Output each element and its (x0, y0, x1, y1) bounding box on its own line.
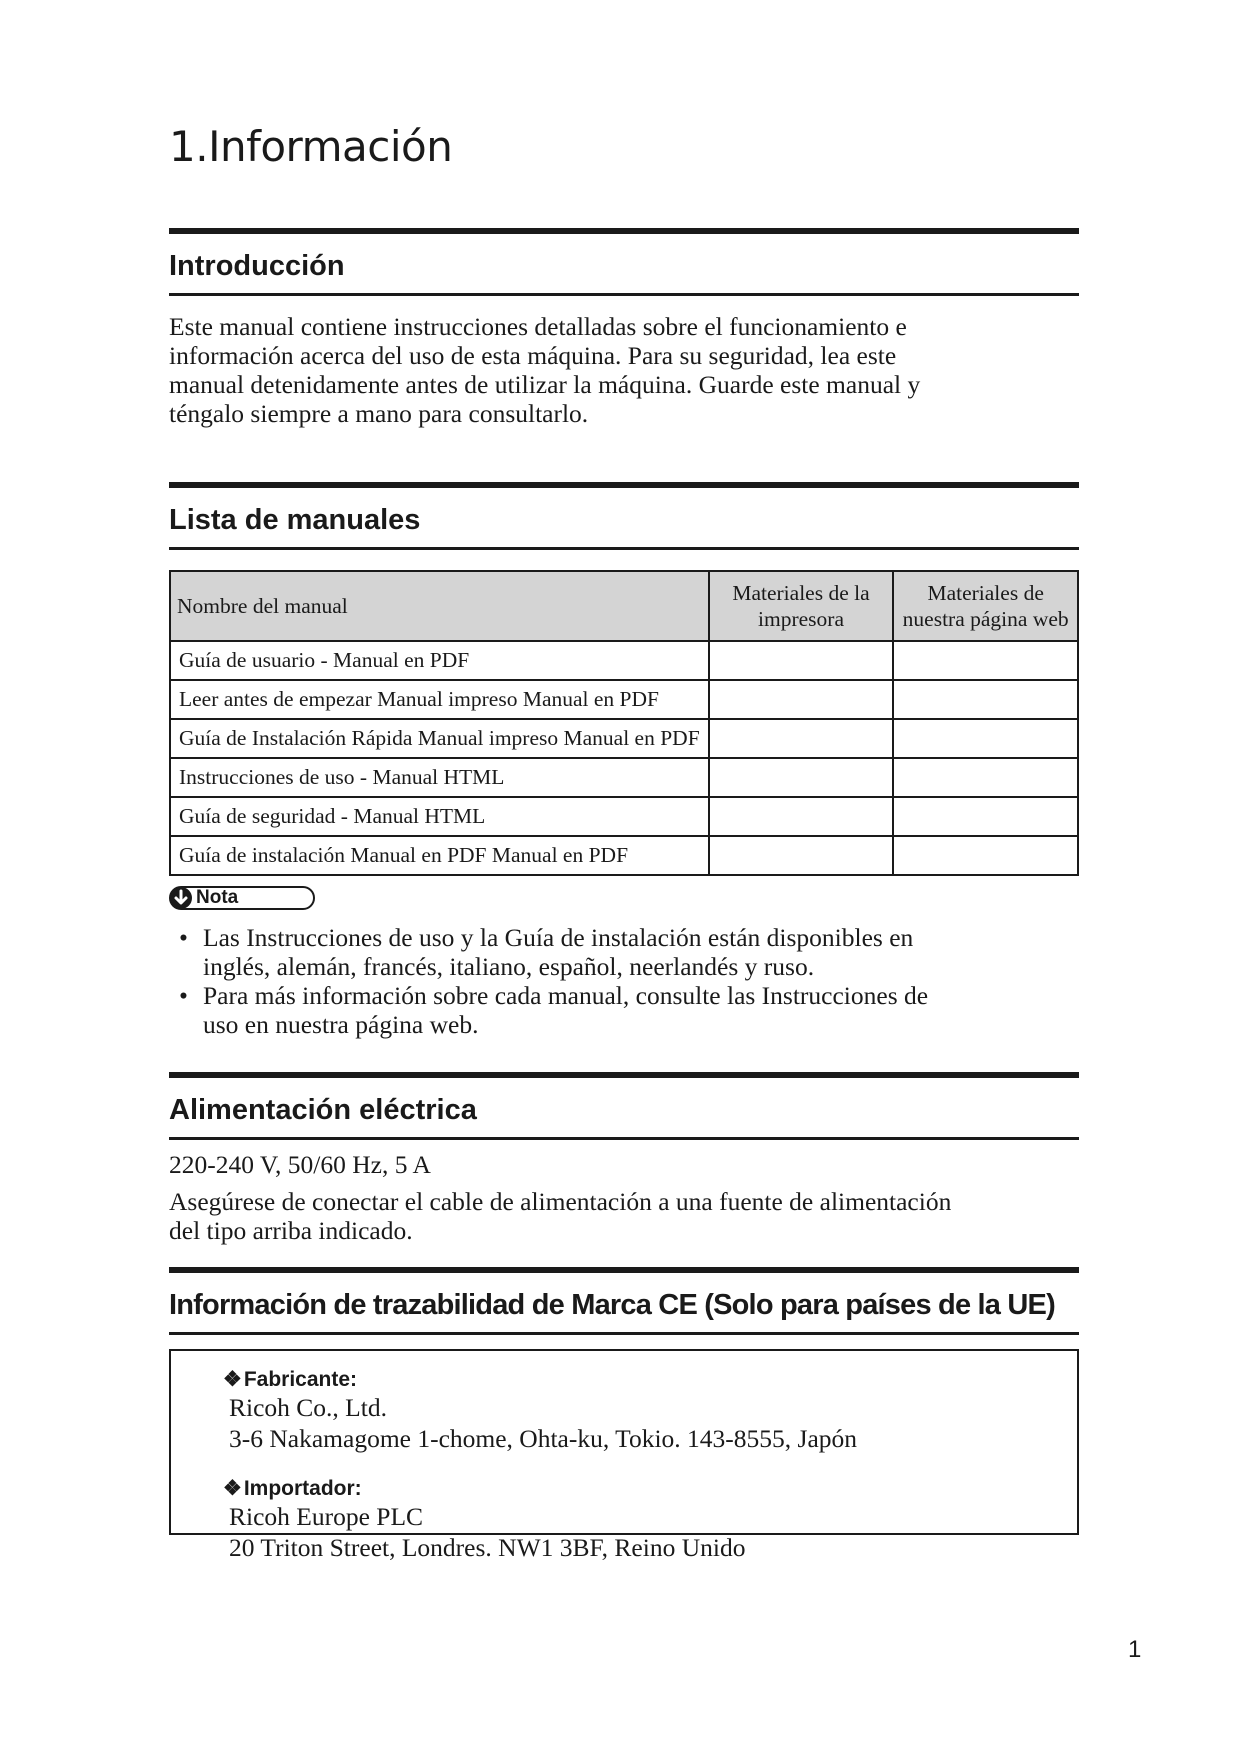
intro-heading: Introducción (169, 250, 345, 282)
page-number: 1 (1128, 1636, 1142, 1663)
table-row (170, 641, 1078, 680)
importer-name: Ricoh Europe PLC (229, 1502, 424, 1531)
bullet-icon: • (179, 981, 188, 1010)
web-cell (893, 680, 1078, 719)
power-line: del tipo arriba indicado. (169, 1216, 413, 1245)
manual-name-cell: Guía de Instalación Rápida Manual impreso Manual en PDF (170, 719, 709, 758)
note-badge (169, 886, 315, 910)
note-label: Nota (196, 887, 239, 908)
manuals-table (169, 570, 1079, 876)
web-cell (893, 758, 1078, 797)
heading-underline (169, 547, 1079, 550)
intro-line: manual detenidamente antes de utilizar la máquina. Guarde este manual y (169, 370, 921, 399)
ce-info-box (169, 1349, 1079, 1562)
manufacturer-label-text: Fabricante: (243, 1367, 358, 1391)
printer-cell (709, 719, 894, 758)
printer-cell (709, 797, 894, 836)
bullet-icon: • (179, 923, 188, 952)
column-header-printer: Materiales de la impresora (709, 571, 894, 641)
web-cell (893, 641, 1078, 680)
note-line: Para más información sobre cada manual, consulte las Instrucciones de (203, 981, 929, 1010)
chapter-title: 1.Información (169, 122, 453, 171)
heading-underline (169, 1332, 1079, 1335)
manual-name-cell: Guía de instalación Manual en PDF Manual en PDF (170, 836, 709, 875)
printer-cell (709, 836, 894, 875)
printer-cell (709, 641, 894, 680)
manual-name-cell: Guía de seguridad - Manual HTML (170, 797, 709, 836)
importer-address: 20 Triton Street, Londres. NW1 3BF, Reino Unido (229, 1533, 746, 1562)
down-arrow-circle-icon (169, 886, 193, 910)
web-cell (893, 797, 1078, 836)
web-cell (893, 836, 1078, 875)
manual-name-cell: Guía de usuario - Manual en PDF (170, 641, 709, 680)
intro-line: Este manual contiene instrucciones detalladas sobre el funcionamiento e (169, 312, 907, 341)
list-item (169, 981, 1079, 1039)
table-header-row (170, 571, 1078, 641)
importer-label-text: Importador: (243, 1476, 362, 1500)
manual-name-cell: Instrucciones de uso - Manual HTML (170, 758, 709, 797)
list-item (169, 923, 1079, 981)
notes-list (169, 923, 1079, 1039)
manuals-section (169, 482, 1079, 1039)
importer-label (223, 1476, 1077, 1501)
manuals-heading: Lista de manuales (169, 504, 421, 536)
note-line: uso en nuestra página web. (203, 1010, 479, 1039)
web-cell (893, 719, 1078, 758)
column-header-name: Nombre del manual (170, 571, 709, 641)
printer-cell (709, 680, 894, 719)
printer-cell (709, 758, 894, 797)
table-row (170, 797, 1078, 836)
intro-section (169, 228, 1079, 428)
power-line: Asegúrese de conectar el cable de alimentación a una fuente de alimentación (169, 1187, 952, 1216)
diamond-ornament-icon: ❖ (223, 1368, 242, 1391)
manufacturer-name: Ricoh Co., Ltd. (229, 1393, 387, 1422)
manual-name-cell: Leer antes de empezar Manual impreso Manual en PDF (170, 680, 709, 719)
column-header-web: Materiales de nuestra página web (893, 571, 1078, 641)
manufacturer-label (223, 1367, 1077, 1392)
diamond-ornament-icon: ❖ (223, 1477, 242, 1500)
power-heading: Alimentación eléctrica (169, 1094, 477, 1126)
manufacturer-address: 3-6 Nakamagome 1-chome, Ohta-ku, Tokio. 143-8555, Japón (229, 1424, 858, 1453)
note-line: inglés, alemán, francés, italiano, español, neerlandés y ruso. (203, 952, 815, 981)
note-line: Las Instrucciones de uso y la Guía de instalación están disponibles en (203, 923, 914, 952)
power-section (169, 1072, 1079, 1245)
table-row (170, 719, 1078, 758)
intro-line: información acerca del uso de esta máquina. Para su seguridad, lea este (169, 341, 897, 370)
ce-heading: Información de trazabilidad de Marca CE (Solo para países de la UE) (169, 1289, 1055, 1321)
table-row (170, 836, 1078, 875)
table-row (170, 680, 1078, 719)
power-spec: 220-240 V, 50/60 Hz, 5 A (169, 1150, 431, 1179)
intro-line: téngalo siempre a mano para consultarlo. (169, 399, 589, 428)
table-row (170, 758, 1078, 797)
ce-section (169, 1267, 1079, 1562)
